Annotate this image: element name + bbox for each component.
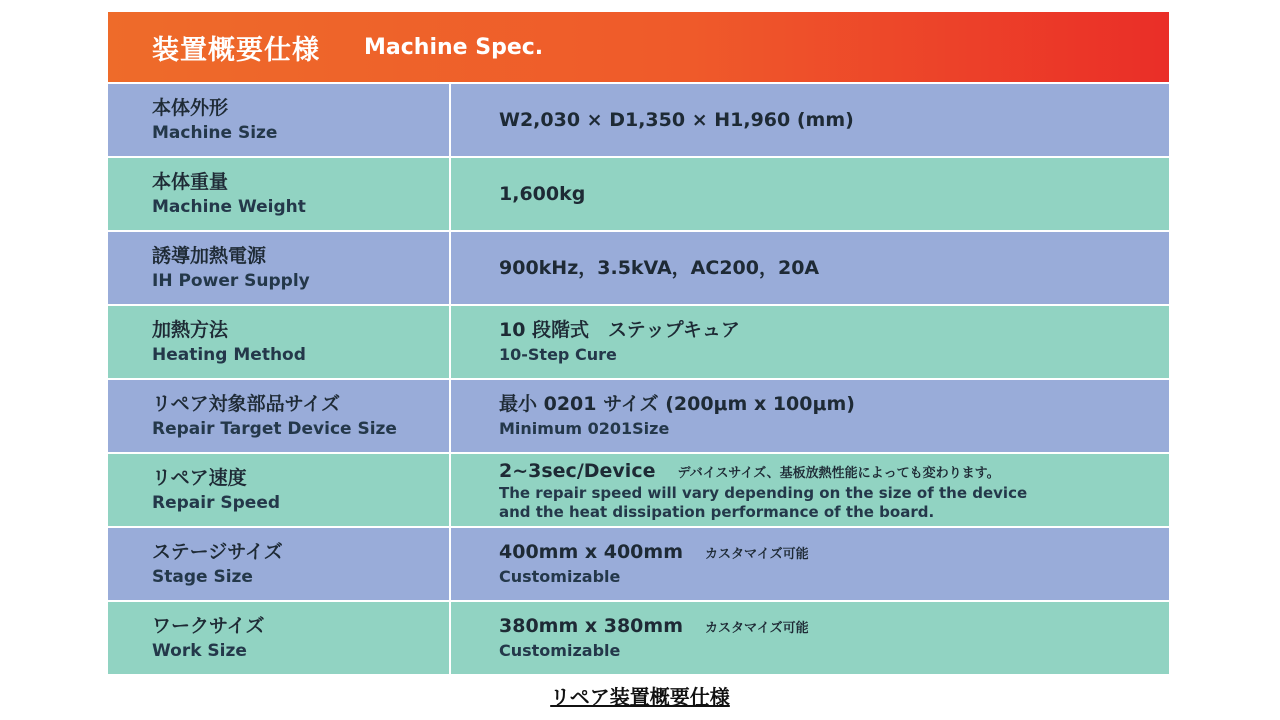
- row-value: [451, 528, 1169, 600]
- label-jp: 本体外形: [152, 96, 229, 119]
- row-value: [451, 380, 1169, 452]
- header-title-jp: 装置概要仕様: [152, 34, 320, 66]
- label-en: Heating Method: [152, 344, 306, 365]
- label-en: Repair Target Device Size: [152, 418, 397, 439]
- value-line: [499, 458, 1169, 484]
- spec-row-stage-size: [108, 526, 1169, 600]
- row-label: [108, 602, 451, 674]
- row-value: [451, 158, 1169, 230]
- row-label: [108, 528, 451, 600]
- row-value: [451, 306, 1169, 378]
- row-label: [108, 306, 451, 378]
- value-main: 2~3sec/Device: [499, 460, 656, 482]
- label-en: Machine Weight: [152, 196, 306, 217]
- value-desc: and the heat dissipation performance of the board.: [499, 503, 935, 521]
- value-note: カスタマイズ可能: [705, 547, 809, 562]
- value-line: [499, 613, 1169, 639]
- header-title-en: Machine Spec.: [364, 34, 544, 60]
- label-jp: 本体重量: [152, 170, 229, 193]
- value-note: デバイスサイズ、基板放熱性能によっても変わります。: [677, 466, 1000, 481]
- row-label: [108, 232, 451, 304]
- spec-row-machine-size: [108, 82, 1169, 156]
- value-sub: Customizable: [499, 641, 621, 660]
- label-en: Machine Size: [152, 122, 278, 143]
- label-en: Stage Size: [152, 566, 253, 587]
- value-sub: 10-Step Cure: [499, 345, 617, 364]
- spec-row-repair-speed: [108, 452, 1169, 526]
- spec-header: [108, 12, 1169, 82]
- label-jp: ワークサイズ: [152, 614, 265, 637]
- value-line: [499, 539, 1169, 565]
- machine-spec-table: [108, 12, 1169, 674]
- value-sub: Customizable: [499, 567, 621, 586]
- spec-row-ih-power-supply: [108, 230, 1169, 304]
- label-jp: ステージサイズ: [152, 540, 283, 563]
- label-jp: 誘導加熱電源: [152, 244, 267, 267]
- row-label: [108, 380, 451, 452]
- label-en: Repair Speed: [152, 492, 281, 513]
- label-en: Work Size: [152, 640, 247, 661]
- spec-row-heating-method: [108, 304, 1169, 378]
- label-en: IH Power Supply: [152, 270, 310, 291]
- value-main: 1,600kg: [499, 183, 586, 205]
- value-main: W2,030 × D1,350 × H1,960 (mm): [499, 109, 854, 131]
- value-note: カスタマイズ可能: [705, 621, 809, 636]
- spec-row-work-size: [108, 600, 1169, 674]
- value-desc: The repair speed will vary depending on the size of the device: [499, 484, 1028, 502]
- row-value: [451, 84, 1169, 156]
- row-value: [451, 454, 1169, 526]
- value-main: 900kHz，3.5kVA，AC200，20A: [499, 257, 820, 279]
- value-main: 最小 0201 サイズ (200μm x 100μm): [499, 393, 855, 415]
- row-label: [108, 158, 451, 230]
- figure-caption: リペア装置概要仕様: [550, 685, 730, 709]
- label-jp: リペア対象部品サイズ: [152, 392, 341, 415]
- label-jp: リペア速度: [152, 466, 247, 489]
- value-main: 400mm x 400mm: [499, 541, 683, 563]
- spec-row-repair-target-size: [108, 378, 1169, 452]
- value-main: 10 段階式 ステップキュア: [499, 319, 740, 341]
- row-value: [451, 232, 1169, 304]
- label-jp: 加熱方法: [152, 318, 229, 341]
- value-sub: Minimum 0201Size: [499, 419, 670, 438]
- value-main: 380mm x 380mm: [499, 615, 683, 637]
- spec-row-machine-weight: [108, 156, 1169, 230]
- row-value: [451, 602, 1169, 674]
- row-label: [108, 84, 451, 156]
- row-label: [108, 454, 451, 526]
